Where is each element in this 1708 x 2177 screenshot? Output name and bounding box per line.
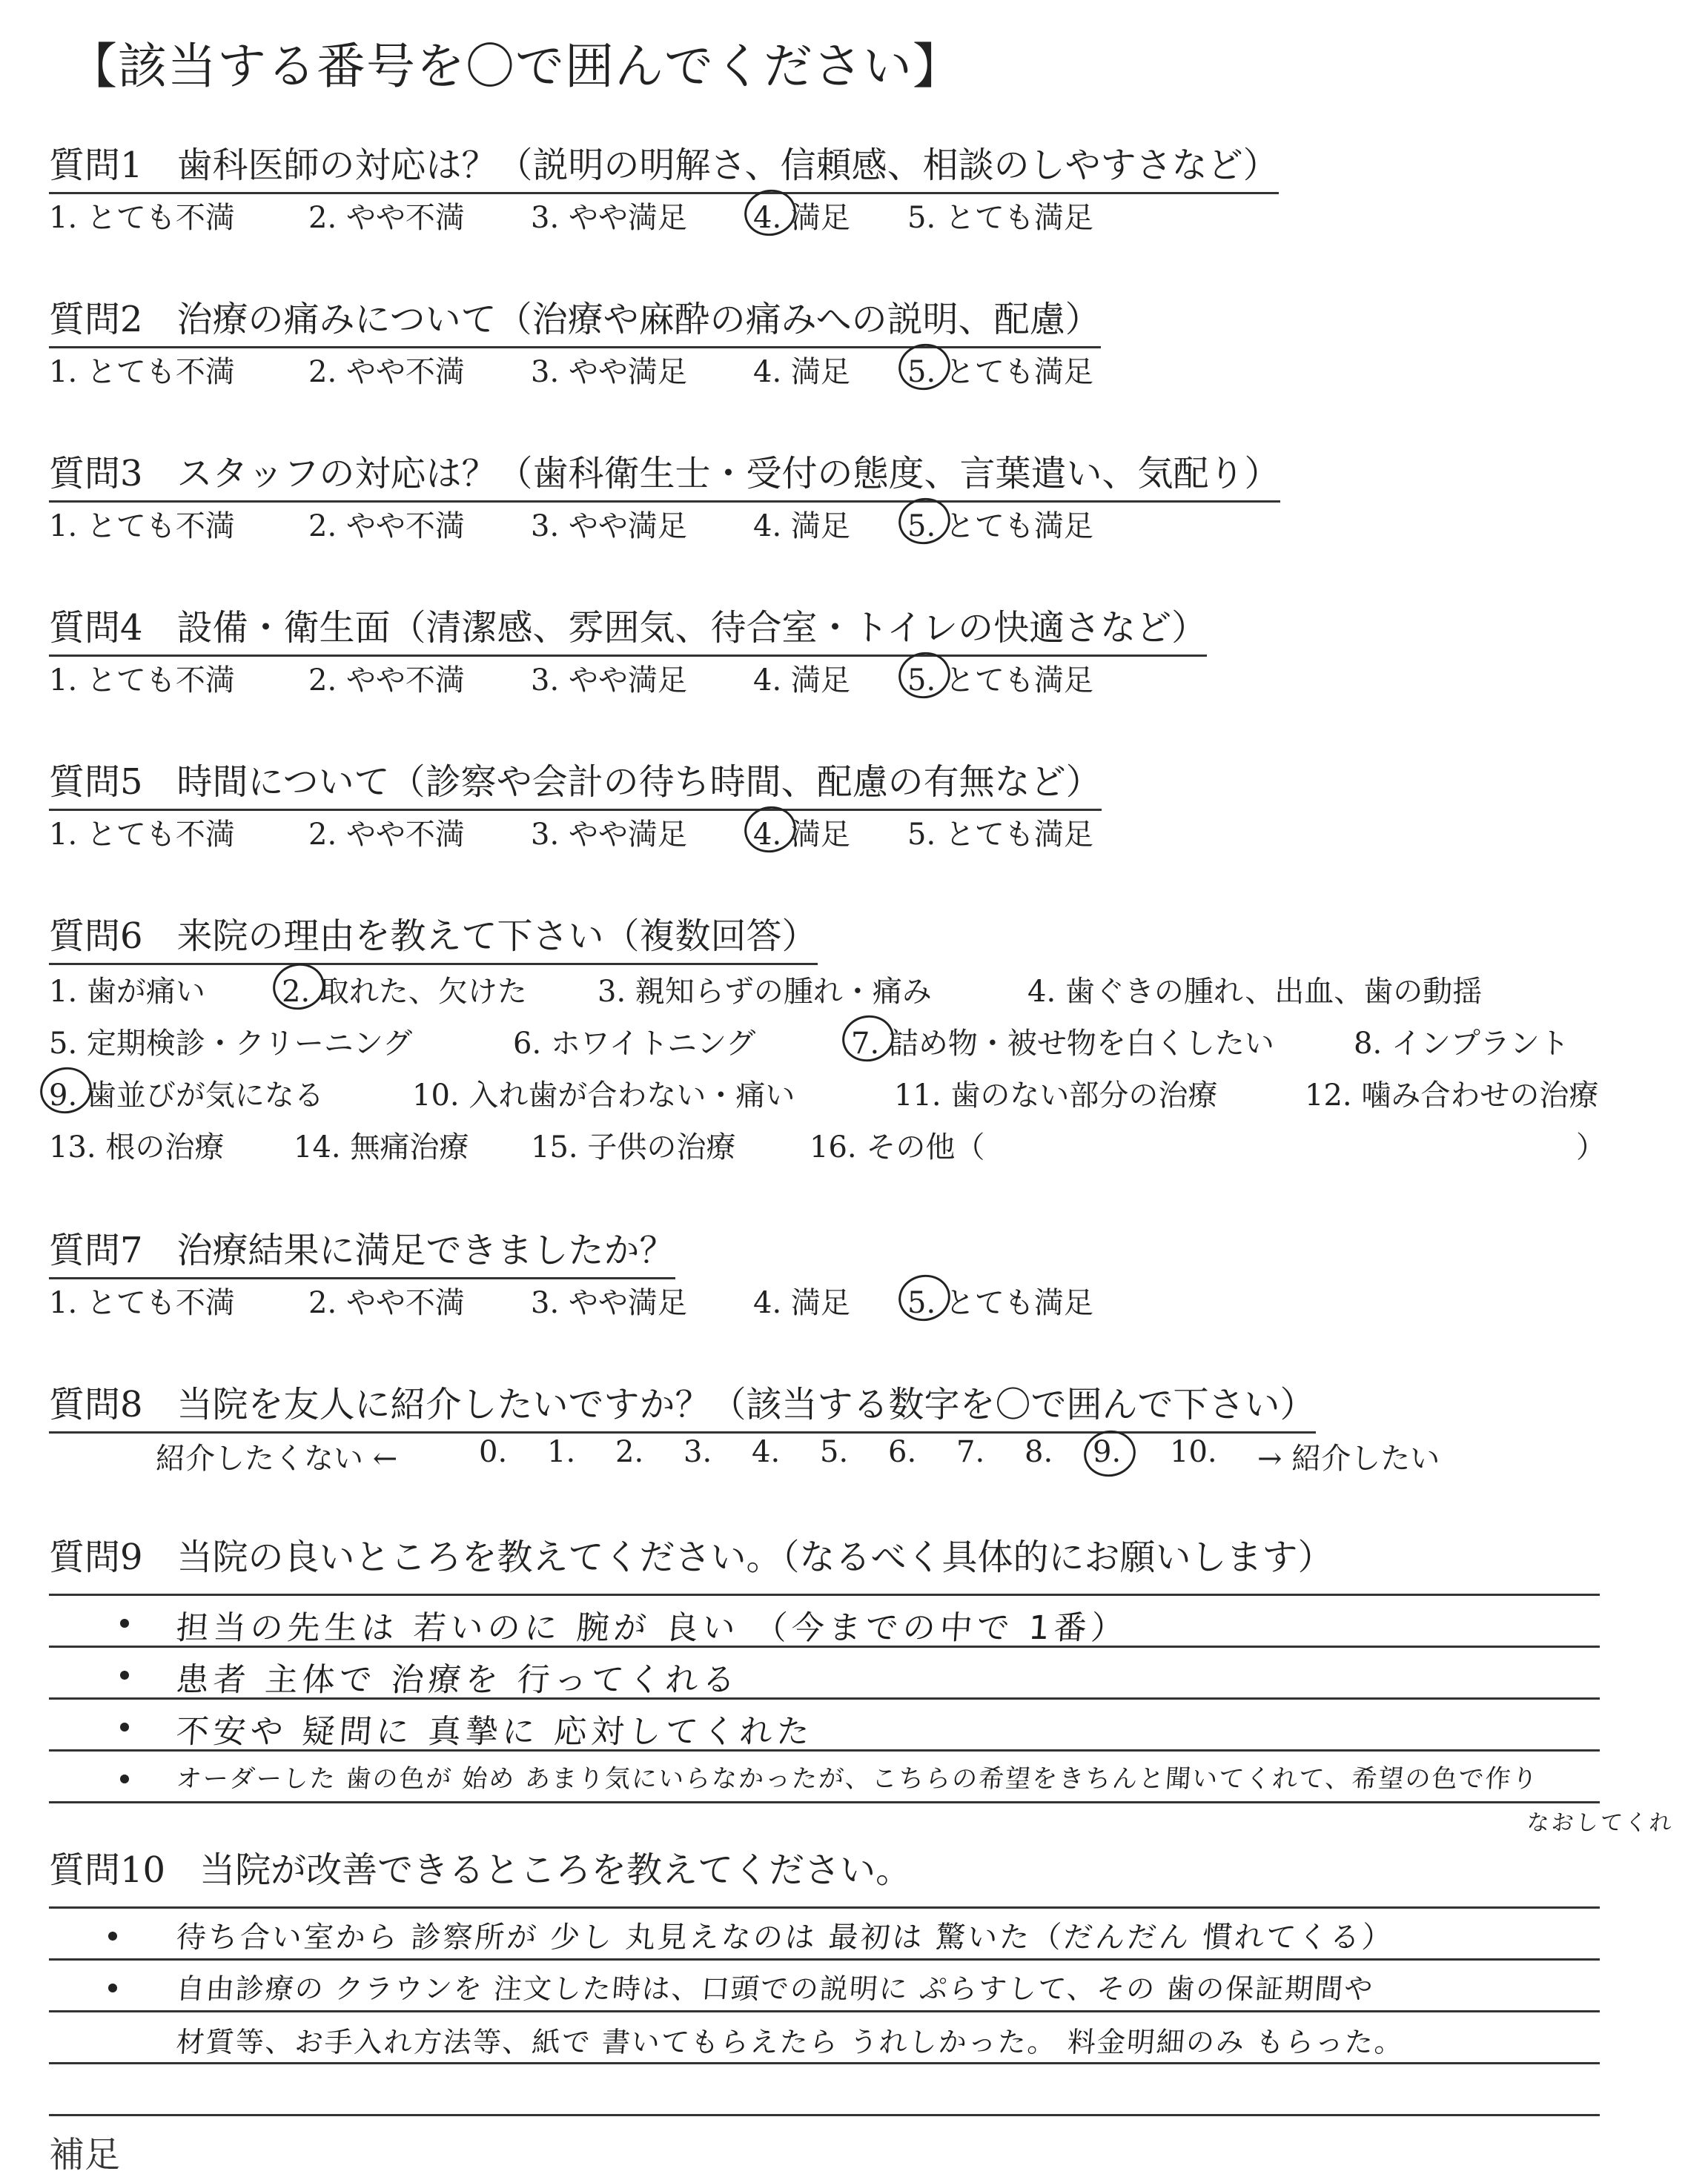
q8-scale-3[interactable]: 3. (683, 1435, 712, 1469)
question-8-text: 当院を友人に紹介したいですか？（該当する数字を〇で囲んで下さい） (176, 1384, 1316, 1425)
q8-scale-9[interactable]: 9. (1093, 1435, 1122, 1469)
question-4-text: 設備・衛生面（清潔感、雰囲気、待合室・トイレの快適さなど） (176, 607, 1208, 649)
question-1-number: 質問1 (49, 145, 143, 186)
question-5-title (49, 753, 1102, 811)
q3-option-1[interactable]: 1. とても不満 (49, 509, 235, 543)
page-header: 【該当する番号を〇で囲んでください】 (68, 38, 962, 95)
q3-option-4[interactable]: 4. 満足 (753, 509, 850, 543)
q9-answer-3: 不安や 疑問に 真摯に 応対してくれた (174, 1713, 815, 1751)
q8-right-label: → 紹介したい (1257, 1442, 1440, 1476)
question-1-title (49, 136, 1279, 194)
q8-left-label: 紹介したくない ← (156, 1442, 398, 1476)
q9-bullet-4 (120, 1775, 129, 1783)
q9-rule-0 (49, 1594, 1600, 1596)
q2-option-3[interactable]: 3. やや満足 (531, 355, 687, 389)
q4-option-4[interactable]: 4. 満足 (753, 663, 850, 697)
q5-option-5[interactable]: 5. とても満足 (907, 818, 1093, 852)
q9-answer-4: オーダーした 歯の色が 始め あまり気にいらなかったが、こちらの希望をきちんと聞いてくれて、希望の色で作り (175, 1764, 1540, 1794)
q8-scale-8[interactable]: 8. (1025, 1435, 1053, 1469)
question-10-text: 当院が改善できるところを教えてください。 (199, 1849, 912, 1891)
q7-option-3[interactable]: 3. やや満足 (531, 1286, 687, 1320)
q10-rule-4 (49, 2114, 1600, 2116)
q7-option-2[interactable]: 2. やや不満 (308, 1286, 465, 1320)
q8-scale-2[interactable]: 2. (615, 1435, 644, 1469)
q6-option-8[interactable]: 8. インプラント (1354, 1027, 1569, 1061)
q10-answer-2: 自由診療の クラウンを 注文した時は、口頭での説明に ぷらすして、その 歯の保証期間や (175, 1972, 1375, 2005)
q3-option-5[interactable]: 5. とても満足 (907, 503, 1093, 545)
q9-rule-4 (49, 1801, 1600, 1803)
question-10-number: 質問10 (49, 1849, 166, 1891)
q9-bullet-1 (120, 1619, 129, 1628)
q1-option-1[interactable]: 1. とても不満 (49, 201, 235, 235)
q6-option-16[interactable]: 16. その他（ (810, 1130, 985, 1164)
question-5-number: 質問5 (49, 761, 143, 803)
q5-option-3[interactable]: 3. やや満足 (531, 818, 687, 852)
q4-option-3[interactable]: 3. やや満足 (531, 663, 687, 697)
q8-scale-10[interactable]: 10. (1170, 1435, 1217, 1469)
question-7-number: 質問7 (49, 1230, 143, 1271)
q6-option-6[interactable]: 6. ホワイトニング (513, 1027, 756, 1061)
q6-option-12[interactable]: 12. 噛み合わせの治療 (1305, 1078, 1599, 1113)
question-5-text: 時間について（診察や会計の待ち時間、配慮の有無など） (176, 761, 1102, 803)
q6-option-7[interactable]: 7. 詰め物・被せ物を白くしたい (851, 1020, 1274, 1062)
q4-option-5[interactable]: 5. とても満足 (907, 657, 1093, 699)
q1-option-5[interactable]: 5. とても満足 (907, 201, 1093, 235)
q6-option-5[interactable]: 5. 定期検診・クリーニング (49, 1027, 413, 1061)
question-8-number: 質問8 (49, 1384, 143, 1425)
question-2-number: 質問2 (49, 299, 143, 340)
q5-option-1[interactable]: 1. とても不満 (49, 818, 235, 852)
q3-option-3[interactable]: 3. やや満足 (531, 509, 687, 543)
q4-option-1[interactable]: 1. とても不満 (49, 663, 235, 697)
q4-option-2[interactable]: 2. やや不満 (308, 663, 465, 697)
q6-option-15[interactable]: 15. 子供の治療 (531, 1130, 736, 1164)
q9-answer-2: 患者 主体で 治療を 行ってくれる (174, 1661, 741, 1699)
q2-option-2[interactable]: 2. やや不満 (308, 355, 465, 389)
bottom-cut-off-text: 補足 (49, 2134, 121, 2176)
question-4-title (49, 599, 1207, 657)
q8-scale-0[interactable]: 0. (479, 1435, 508, 1469)
q8-scale-6[interactable]: 6. (888, 1435, 917, 1469)
q10-rule-0 (49, 1906, 1600, 1909)
q7-option-5[interactable]: 5. とても満足 (907, 1279, 1093, 1322)
q9-answer-4-continuation: なおしてくれ (1526, 1810, 1675, 1836)
question-1-text: 歯科医師の対応は？（説明の明解さ、信頼感、相談のしやすさなど） (176, 145, 1279, 186)
question-6-title (49, 907, 818, 965)
question-9-number: 質問9 (49, 1537, 143, 1578)
q5-option-2[interactable]: 2. やや不満 (308, 818, 465, 852)
q6-option-2[interactable]: 2. 取れた、欠けた (282, 968, 527, 1010)
q6-option-13[interactable]: 13. 根の治療 (49, 1130, 225, 1164)
q9-bullet-2 (120, 1671, 129, 1680)
q10-rule-3 (49, 2062, 1600, 2064)
q1-option-2[interactable]: 2. やや不満 (308, 201, 465, 235)
q6-option-3[interactable]: 3. 親知らずの腫れ・痛み (598, 975, 932, 1009)
q2-option-5[interactable]: 5. とても満足 (907, 348, 1093, 391)
q10-rule-2 (49, 2010, 1600, 2012)
q6-option-9[interactable]: 9. 歯並びが気になる (49, 1072, 324, 1114)
question-8-title (49, 1376, 1316, 1434)
q10-bullet-2 (108, 1984, 117, 1992)
q7-option-1[interactable]: 1. とても不満 (49, 1286, 235, 1320)
q7-option-4[interactable]: 4. 満足 (753, 1286, 850, 1320)
question-3-title (49, 445, 1280, 503)
q6-option-11[interactable]: 11. 歯のない部分の治療 (894, 1078, 1218, 1113)
q8-scale-4[interactable]: 4. (752, 1435, 781, 1469)
q6-option-14[interactable]: 14. 無痛治療 (294, 1130, 469, 1164)
q10-answer-3: 材質等、お手入れ方法等、紙で 書いてもらえたら うれしかった。 料金明細のみ もらった。 (175, 2026, 1406, 2058)
q5-option-4[interactable]: 4. 満足 (753, 811, 850, 853)
question-6-text: 来院の理由を教えて下さい（複数回答） (176, 915, 818, 957)
q2-option-1[interactable]: 1. とても不満 (49, 355, 235, 389)
q8-scale-5[interactable]: 5. (820, 1435, 849, 1469)
q1-option-3[interactable]: 3. やや満足 (531, 201, 687, 235)
q1-option-4[interactable]: 4. 満足 (753, 194, 850, 236)
q6-option-10[interactable]: 10. 入れ歯が合わない・痛い (412, 1078, 795, 1113)
q10-rule-1 (49, 1958, 1600, 1961)
question-2-title (49, 291, 1101, 348)
question-9-text: 当院の良いところを教えてください。（なるべく具体的にお願いします） (176, 1537, 1334, 1578)
q8-scale-7[interactable]: 7. (956, 1435, 985, 1469)
q9-answer-1: 担当の先生は 若いのに 腕が 良い （今までの中で 1番） (174, 1609, 1130, 1647)
question-7-title (49, 1222, 675, 1279)
q2-option-4[interactable]: 4. 満足 (753, 355, 850, 389)
question-6-number: 質問6 (49, 915, 143, 957)
q6-other-close-paren: ） (1576, 1130, 1606, 1164)
q8-scale-1[interactable]: 1. (547, 1435, 576, 1469)
question-10-title (49, 1841, 911, 1897)
question-9-title (49, 1528, 1334, 1584)
question-4-number: 質問4 (49, 607, 143, 649)
question-2-text: 治療の痛みについて（治療や麻酔の痛みへの説明、配慮） (176, 299, 1101, 340)
question-7-text: 治療結果に満足できましたか？ (176, 1230, 675, 1271)
q3-option-2[interactable]: 2. やや不満 (308, 509, 465, 543)
question-3-number: 質問3 (49, 453, 143, 494)
question-3-text: スタッフの対応は？（歯科衛生士・受付の態度、言葉遣い、気配り） (176, 453, 1280, 494)
q10-bullet-1 (108, 1932, 117, 1941)
q6-option-1[interactable]: 1. 歯が痛い (49, 975, 205, 1009)
q9-bullet-3 (120, 1723, 129, 1732)
q10-answer-1: 待ち合い室から 診察所が 少し 丸見えなのは 最初は 驚いた（だんだん 慣れてくる） (175, 1921, 1395, 1955)
q6-option-4[interactable]: 4. 歯ぐきの腫れ、出血、歯の動揺 (1027, 975, 1483, 1009)
